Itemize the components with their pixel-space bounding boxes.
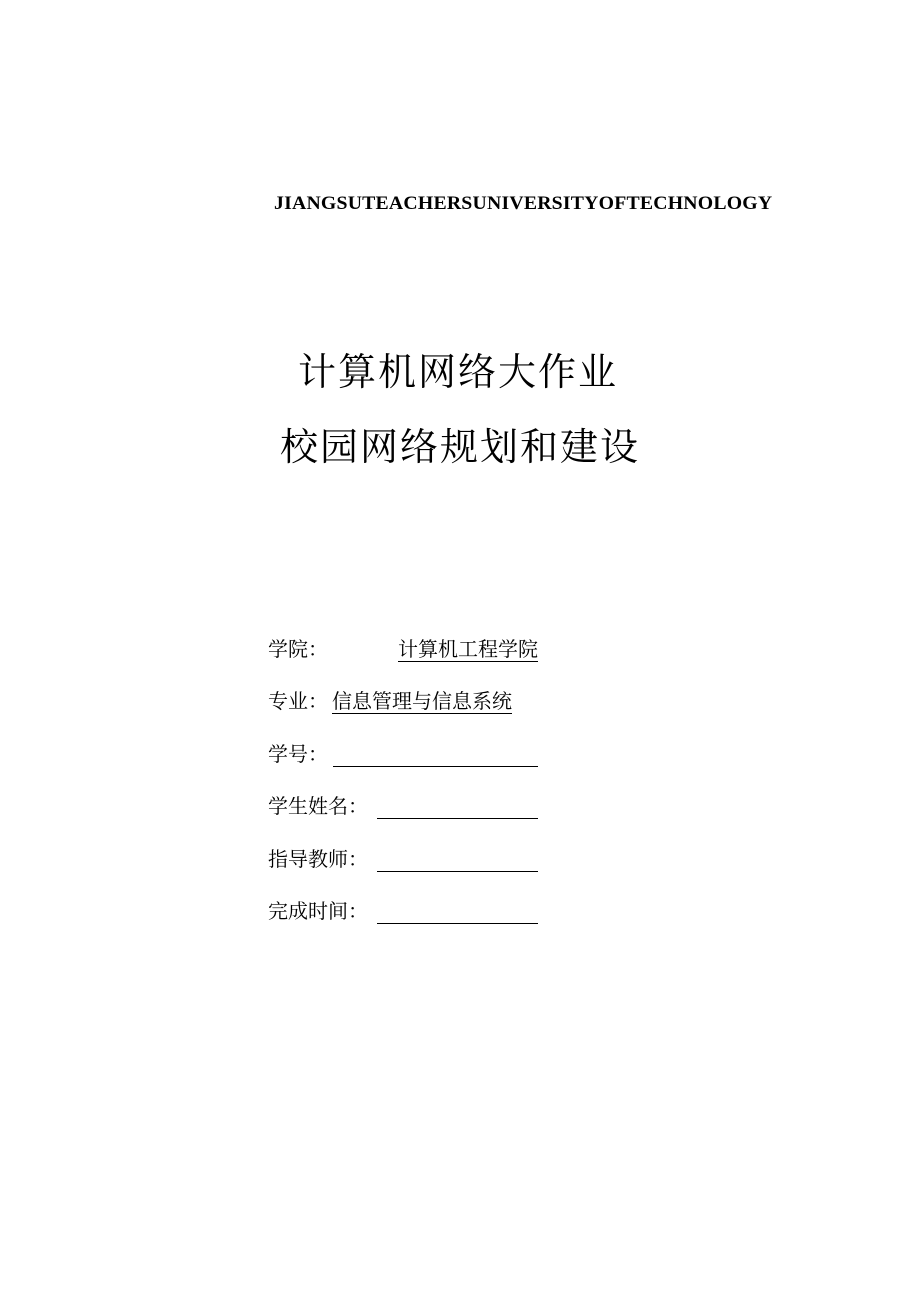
student-name-field [268, 792, 368, 820]
major-field [268, 687, 512, 715]
student-name-label: 学生姓名： [268, 794, 368, 818]
completion-date-blank [377, 897, 538, 924]
student-id-label: 学号： [268, 742, 328, 766]
college-label: 学院： [268, 637, 328, 661]
advisor-label: 指导教师： [268, 847, 368, 871]
major-label: 专业： [268, 689, 328, 713]
advisor-field [268, 845, 368, 873]
major-value: 信息管理与信息系统 [332, 689, 512, 713]
advisor-blank [377, 845, 538, 872]
college-value: 计算机工程学院 [398, 637, 538, 661]
student-id-blank [333, 740, 538, 767]
project-title: 校园网络规划和建设 [280, 425, 641, 469]
student-id-field [268, 740, 328, 768]
student-name-blank [377, 792, 538, 819]
college-field [268, 635, 538, 663]
completion-date-field [268, 897, 368, 925]
completion-date-label: 完成时间： [268, 899, 368, 923]
university-name: JIANGSUTEACHERSUNIVERSITYOFTECHNOLOGY [274, 193, 773, 214]
course-title: 计算机网络大作业 [298, 350, 619, 394]
